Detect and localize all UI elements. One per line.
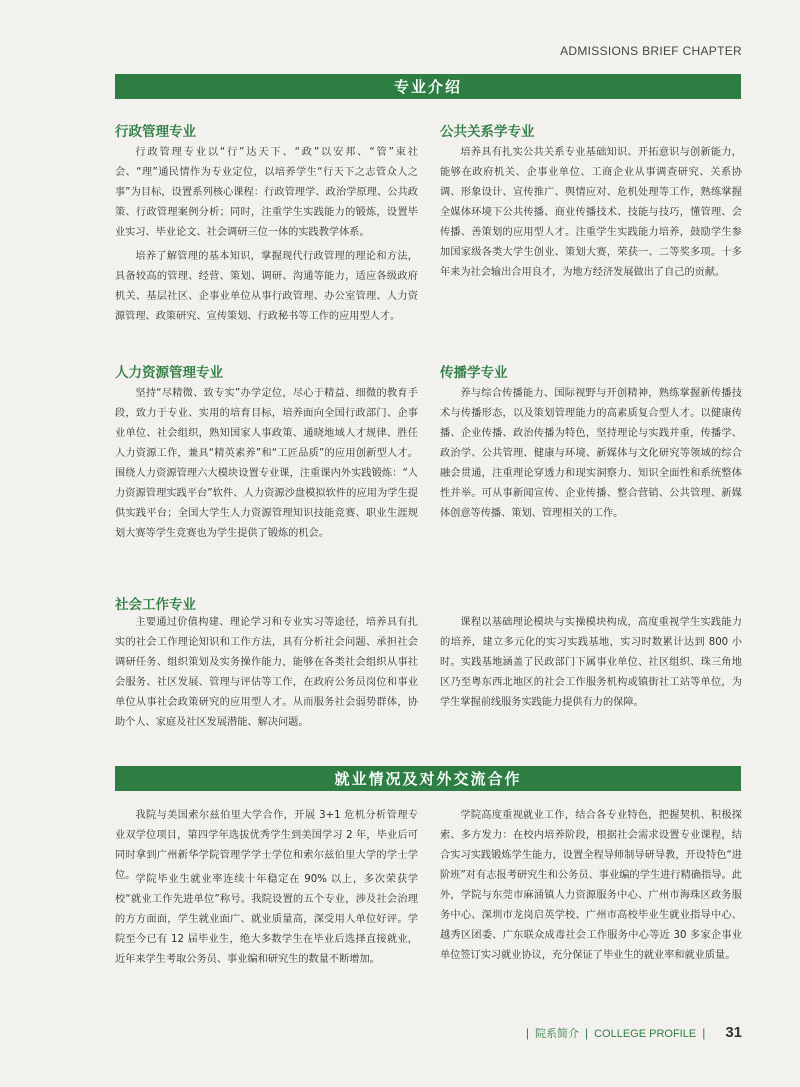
employment-paragraph-2: 学院毕业生就业率连续十年稳定在 90% 以上，多次荣获学校“就业工作先进单位”称号。我院设置的五个专业，涉及社会治理的方方面面，学生就业面广、就业质量高，深受用人单位好评。学院至今已有 12 届毕业生，绝大多数学生在毕业后选择直接就业，近年来学生考取公务员、事业编和研究生的数量不断增加。 — [115, 874, 418, 965]
page-footer — [526, 1024, 742, 1041]
chapter-header: ADMISSIONS BRIEF CHAPTER — [560, 44, 742, 58]
footer-separator: | — [584, 1026, 589, 1040]
communication-title: 传播学专业 — [440, 365, 508, 381]
public-relations-title: 公共关系学专业 — [440, 124, 535, 140]
public-relations-paragraph: 培养具有扎实公共关系专业基础知识、开拓意识与创新能力，能够在政府机关、企事业单位、工商企业从事调查研究、关系协调、形象设计、宣传推广、舆情应对、危机处理等工作，熟练掌握全媒体环境下公共传播、商业传播技术、技能与技巧，懂管理、会传播、善策划的应用型人才。注重学生实践能力培养，鼓励学生参加国家级各类大学生创业、策划大赛，荣获一、二等奖多项。十多年来为社会输出合用良才，为地方经济发展做出了自己的贡献。 — [440, 147, 742, 278]
public-admin-title: 行政管理专业 — [115, 124, 196, 140]
majors-banner: 专业介绍 — [115, 74, 741, 99]
footer-separator: | — [702, 1026, 706, 1040]
social-work-paragraph-2: 课程以基础理论模块与实操模块构成，高度重视学生实践能力的培养，建立多元化的实习实践基地，实习时数累计达到 800 小时。实践基地涵盖了民政部门下属事业单位、社区组织、珠三角地区乃至粤东西北地区的社会工作服务机构或镇街社工站等单位，为学生掌握前线服务实践能力提供有力的保障。 — [440, 617, 742, 708]
hr-paragraph: 坚持“尽精微、致专实”办学定位，尽心于精益、细微的教育手段，致力于专业、实用的培育目标，培养面向全国行政部门、企事业单位、社会组织，熟知国家人事政策、通晓地域人才规律、胜任人力资源工作，兼具“精英素养”和“工匠品质”的应用创新型人才。围绕人力资源管理六大模块设置专业课，注重课内外实践锻炼：“人力资源管理实践平台”软件、人力资源沙盘模拟软件的应用为学生提供实践平台；全国大学生人力资源管理知识技能竞赛、职业生涯规划大赛等学生竞赛也为学生提供了锻炼的机会。 — [115, 388, 418, 539]
footer-profile-label: COLLEGE PROFILE — [594, 1028, 697, 1040]
public-admin-paragraph-2: 培养了解管理的基本知识，掌握现代行政管理的理论和方法，具备较高的管理、经营、策划、调研、沟通等能力，适应各级政府机关、基层社区、企事业单位从事行政管理、办公室管理、人力资源管理、政策研究、宣传策划、行政秘书等工作的应用型人才。 — [115, 251, 418, 322]
employment-paragraph-1: 我院与美国索尔兹伯里大学合作，开展 3+1 危机分析管理专业双学位项目，第四学年选拔优秀学生到美国学习 2 年，毕业后可同时拿到广州新华学院管理学学士学位和索尔兹伯里大学的学士学位。 — [115, 810, 418, 881]
social-work-paragraph-1: 主要通过价值构建、理论学习和专业实习等途径，培养具有扎实的社会工作理论知识和工作方法，具有分析社会问题、承担社会调研任务、组织策划及实务操作能力，能够在各类社会组织从事社会服务、社区发展、管理与评估等工作，在政府公务员岗位和事业单位从事社会政策研究的应用型人才。从而服务社会弱势群体，协助个人、家庭及社区发展潜能、解决问题。 — [115, 617, 418, 728]
public-admin-paragraph-1: 行政管理专业以“行”达天下、“政”以安邦、“管”束社会、“理”通民情作为专业定位，以培养学生“行天下之志管众人之事”为目标，设置系列核心课程：行政管理学、政治学原理、公共政策、行政管理案例分析；同时，注重学生实践能力的锻炼，设置毕业实习、毕业论文、社会调研三位一体的实践教学体系。 — [115, 147, 418, 238]
footer-separator: | — [525, 1026, 529, 1040]
page-number: 31 — [725, 1024, 742, 1041]
footer-dept-label: 院系简介 — [534, 1028, 579, 1040]
employment-paragraph-3: 学院高度重视就业工作，结合各专业特色，把握契机、积极探索、多方发力：在校内培养阶段，根据社会需求设置专业课程，结合实习实践锻炼学生能力，设置全程导师制导研导教，开设特色“进阶班”对有志报考研究生和公务员、事业编的学生进行精确指导。此外，学院与东莞市麻涌镇人力资源服务中心、广州市海珠区政务服务中心、深圳市龙岗启英学校、广州市高校毕业生就业指导中心、越秀区团委、广东联众成毒社会工作服务中心等近 30 多家企事业单位签订实习就业协议，充分保证了毕业生的就业率和就业质量。 — [440, 810, 742, 961]
hr-title: 人力资源管理专业 — [115, 365, 223, 381]
social-work-title: 社会工作专业 — [115, 597, 196, 613]
employment-banner: 就业情况及对外交流合作 — [115, 766, 741, 791]
communication-paragraph: 养与综合传播能力、国际视野与开创精神，熟练掌握新传播技术与传播形态，以及策划管理能力的高素质复合型人才。以健康传播、企业传播、政治传播为特色，坚持理论与实践并重，传播学、政治学、公共管理、健康与环境、新媒体与文化研究等领域的综合融会贯通，注重理论穿透力和现实洞察力、知识全面性和系统整体性并举。可从事新闻宣传、企业传播、整合营销、公共管理、新媒体创意等传播、策划、管理相关的工作。 — [440, 388, 742, 519]
